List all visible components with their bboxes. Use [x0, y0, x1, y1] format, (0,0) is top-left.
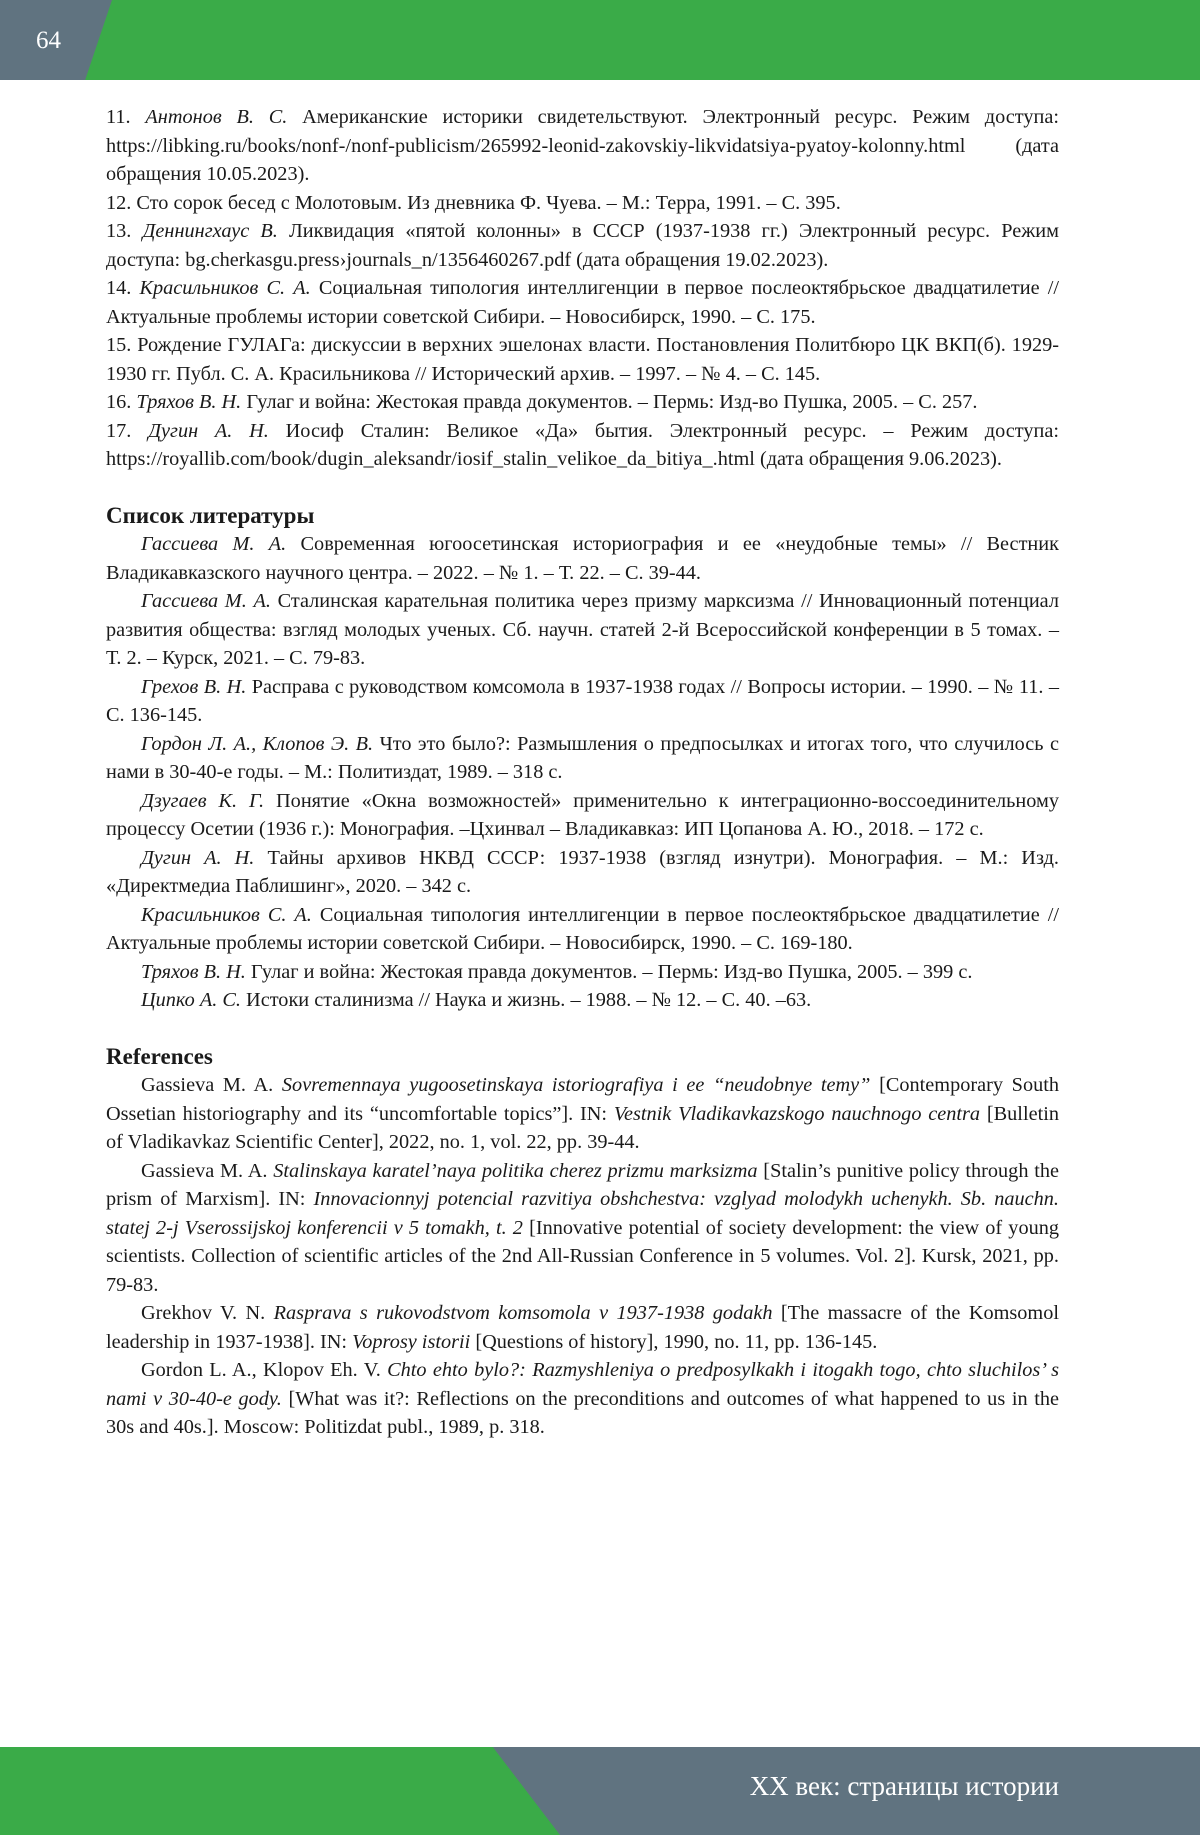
text-segment: Grekhov V. N.: [141, 1302, 274, 1324]
page-number: 64: [36, 27, 61, 54]
text-segment: Расправа с руководством комсомола в 1937-1938 годах // Вопросы истории. – 1990. – № 11. – С. 136-145.: [106, 675, 1059, 726]
italic-segment: Грехов В. Н.: [141, 675, 247, 698]
text-segment: [Stalin’s punitive policy through the prism of Marxism]. IN:: [106, 1159, 1060, 1210]
italic-segment: Sovremennaya yugoosetinskaya istoriografiya i ee “neudobnye temy”: [281, 1074, 871, 1096]
text-segment: Ликвидация «пятой колонны» в СССР (1937-1938 гг.) Электронный ресурс. Режим доступа: bg.cherkasgu.press›journals_n/1356460267.pdf (дата обращения 19.02.2023).: [106, 220, 1059, 271]
italic-segment: Деннингхаус В.: [142, 220, 278, 242]
italic-segment: Дугин А. Н.: [148, 419, 269, 442]
page-header: [0, 0, 1200, 80]
text-segment: [Contemporary South Ossetian historiography and its “uncomfortable topics”]. IN:: [106, 1074, 1059, 1125]
text-segment: Истоки сталинизма // Наука и жизнь. – 1988. – № 12. – С. 40. –63.: [240, 989, 812, 1011]
reference-item: [106, 1157, 1059, 1300]
text-segment: [What was it?: Reflections on the preconditions and outcomes of what happened to us in the 30s and 40s.]. Moscow: Politizdat publ., 1989, p. 318.: [106, 1387, 1059, 1438]
italic-segment: Гордон Л. А., Клопов Э. В.: [141, 732, 374, 755]
literature-item: [106, 958, 1059, 987]
text-segment: 12. Сто сорок бесед с Молотовым. Из дневника Ф. Чуева. – М.: Терра, 1991. – С. 395.: [106, 191, 841, 214]
literature-item: [106, 673, 1059, 730]
text-segment: 16.: [106, 391, 137, 413]
literature-item: [106, 986, 1059, 1015]
text-segment: 15. Рождение ГУЛАГа: дискуссии в верхних эшелонах власти. Постановления Политбюро ЦК ВКП(б). 1929-1930 гг. Публ. С. А. Красильникова // Исторический архив. – 1997. – № 4. – С. 145.: [106, 334, 1059, 385]
text-segment: Социальная типология интеллигенции в первое послеоктябрьское двадцатилетие // Актуальные проблемы истории советской Сибири. – Новосибирск, 1990. – С. 169-180.: [106, 903, 1059, 954]
text-segment: Гулаг и война: Жестокая правда документов. – Пермь: Изд-во Пушка, 2005. – С. 257.: [241, 391, 978, 413]
italic-segment: Ципко А. С.: [141, 989, 241, 1011]
references-heading: References: [106, 1043, 213, 1069]
text-segment: 17.: [106, 419, 149, 442]
reference-item: [106, 1071, 1059, 1157]
text-segment: Сталинская карательная политика через призму марксизма // Инновационный потенциал развития общества: взгляд молодых ученых. Сб. научн. статей 2-й Всероссийской конференции в 5 томах. – Т. 2. – Курск, 2021. – С. 79-83.: [106, 590, 1059, 669]
note-item: [106, 274, 1059, 331]
references-list: [106, 1071, 1059, 1442]
italic-segment: Тряхов В. Н.: [141, 960, 246, 983]
text-segment: Что это было?: Размышления о предпосылках и итогах того, что случилось с нами в 30-40-е годы. – М.: Политиздат, 1989. – 318 с.: [106, 732, 1059, 783]
note-item: [106, 388, 1059, 417]
note-item: [106, 331, 1059, 388]
note-item: [106, 189, 1059, 218]
note-item: [106, 417, 1059, 474]
literature-item: [106, 730, 1059, 787]
italic-segment: Chto ehto bylo?: Razmyshleniya o predposylkakh i itogakh togo, chto sluchilos’ s nami v 30-40-e gody.: [106, 1359, 1059, 1410]
text-segment: [The massacre of the Komsomol leadership in 1937-1938]. IN:: [106, 1302, 1059, 1353]
italic-segment: Антонов В. С.: [145, 106, 288, 128]
literature-heading: Список литературы: [106, 502, 315, 528]
notes-list: [106, 103, 1059, 474]
italic-segment: Гассиева М. А.: [141, 590, 271, 612]
literature-item: [106, 587, 1059, 673]
italic-segment: Дугин А. Н.: [141, 846, 255, 869]
text-segment: Gassieva M. A.: [141, 1159, 274, 1182]
reference-item: [106, 1299, 1059, 1356]
text-segment: Gassieva M. A.: [141, 1074, 282, 1096]
page-footer: [0, 1747, 1200, 1835]
reference-item: [106, 1356, 1059, 1442]
text-segment: 13.: [106, 220, 143, 242]
literature-list: [106, 530, 1059, 1015]
page-content: [106, 103, 1059, 1442]
spacer: [106, 1015, 1059, 1043]
text-segment: 14.: [106, 277, 140, 299]
italic-segment: Stalinskaya karatel’naya politika cherez prizmu marksizma: [273, 1159, 758, 1182]
note-item: [106, 103, 1059, 189]
italic-segment: Vestnik Vladikavkazskogo nauchnogo centra: [613, 1102, 981, 1125]
text-segment: 11.: [106, 106, 146, 128]
literature-item: [106, 844, 1059, 901]
text-segment: [Innovative potential of society development: the view of young scientists. Collection of scientific articles of the 2nd All-Russian Conference in 5 volumes. Vol. 2]. Kursk, 2021, pp. 79-83.: [106, 1216, 1060, 1296]
italic-segment: Voprosy istorii: [352, 1330, 471, 1353]
spacer: [106, 474, 1059, 502]
italic-segment: Гассиева М. А.: [141, 533, 287, 555]
text-segment: Тайны архивов НКВД СССР: 1937-1938 (взгляд изнутри). Монография. – М.: Изд. «Директмедиа Паблишинг», 2020. – 342 с.: [106, 846, 1059, 897]
text-segment: Понятие «Окна возможностей» применительно к интеграционно-воссоединительному процессу Осетии (1936 г.): Монография. –Цхинвал – Владикавказ: ИП Цопанова А. Ю., 2018. – 172 с.: [106, 789, 1059, 840]
text-segment: Американские историки свидетельствуют. Электронный ресурс. Режим доступа: https://libking.ru/books/nonf-/nonf-publicism/265992-leonid-zakovskiy-likvidatsiya-pyatoy-kolonny.html (дата обращения 10.05.2023).: [106, 106, 1060, 185]
text-segment: Gordon L. A., Klopov Eh. V.: [141, 1359, 388, 1381]
footer-accent: [0, 1747, 560, 1835]
italic-segment: Дзугаев К. Г.: [141, 789, 265, 812]
text-segment: Гулаг и война: Жестокая правда документов. – Пермь: Изд-во Пушка, 2005. – 399 с.: [245, 960, 973, 983]
italic-segment: Красильников С. А.: [141, 903, 312, 926]
literature-item: [106, 530, 1059, 587]
note-item: [106, 217, 1059, 274]
text-segment: Иосиф Сталин: Великое «Да» бытия. Электронный ресурс. – Режим доступа: https://royallib.com/book/dugin_aleksandr/iosif_stalin_velikoe_da_bitiya_.html (дата обращения 9.06.2023).: [106, 419, 1059, 470]
journal-title: XX век: страницы истории: [749, 1771, 1059, 1801]
literature-item: [106, 901, 1059, 958]
italic-segment: Innovacionnyj potencial razvitiya obshchestva: vzglyad molodykh uchenykh. Sb. nauchn. statej 2-j Vserossijskoj konferencii v 5 tomakh, t. 2: [106, 1188, 1059, 1239]
text-segment: Современная югоосетинская историография и ее «неудобные темы» // Вестник Владикавказского научного центра. – 2022. – № 1. – Т. 22. – С. 39-44.: [106, 533, 1059, 584]
text-segment: Социальная типология интеллигенции в первое послеоктябрьское двадцатилетие // Актуальные проблемы истории советской Сибири. – Новосибирск, 1990. – С. 175.: [106, 277, 1060, 328]
literature-item: [106, 787, 1059, 844]
italic-segment: Тряхов В. Н.: [136, 391, 242, 413]
italic-segment: Красильников С. А.: [139, 277, 311, 299]
italic-segment: Rasprava s rukovodstvom komsomola v 1937-1938 godakh: [273, 1302, 773, 1324]
text-segment: [Bulletin of Vladikavkaz Scientific Center], 2022, no. 1, vol. 22, pp. 39-44.: [106, 1102, 1059, 1153]
text-segment: [Questions of history], 1990, no. 11, pp. 136-145.: [470, 1330, 878, 1353]
